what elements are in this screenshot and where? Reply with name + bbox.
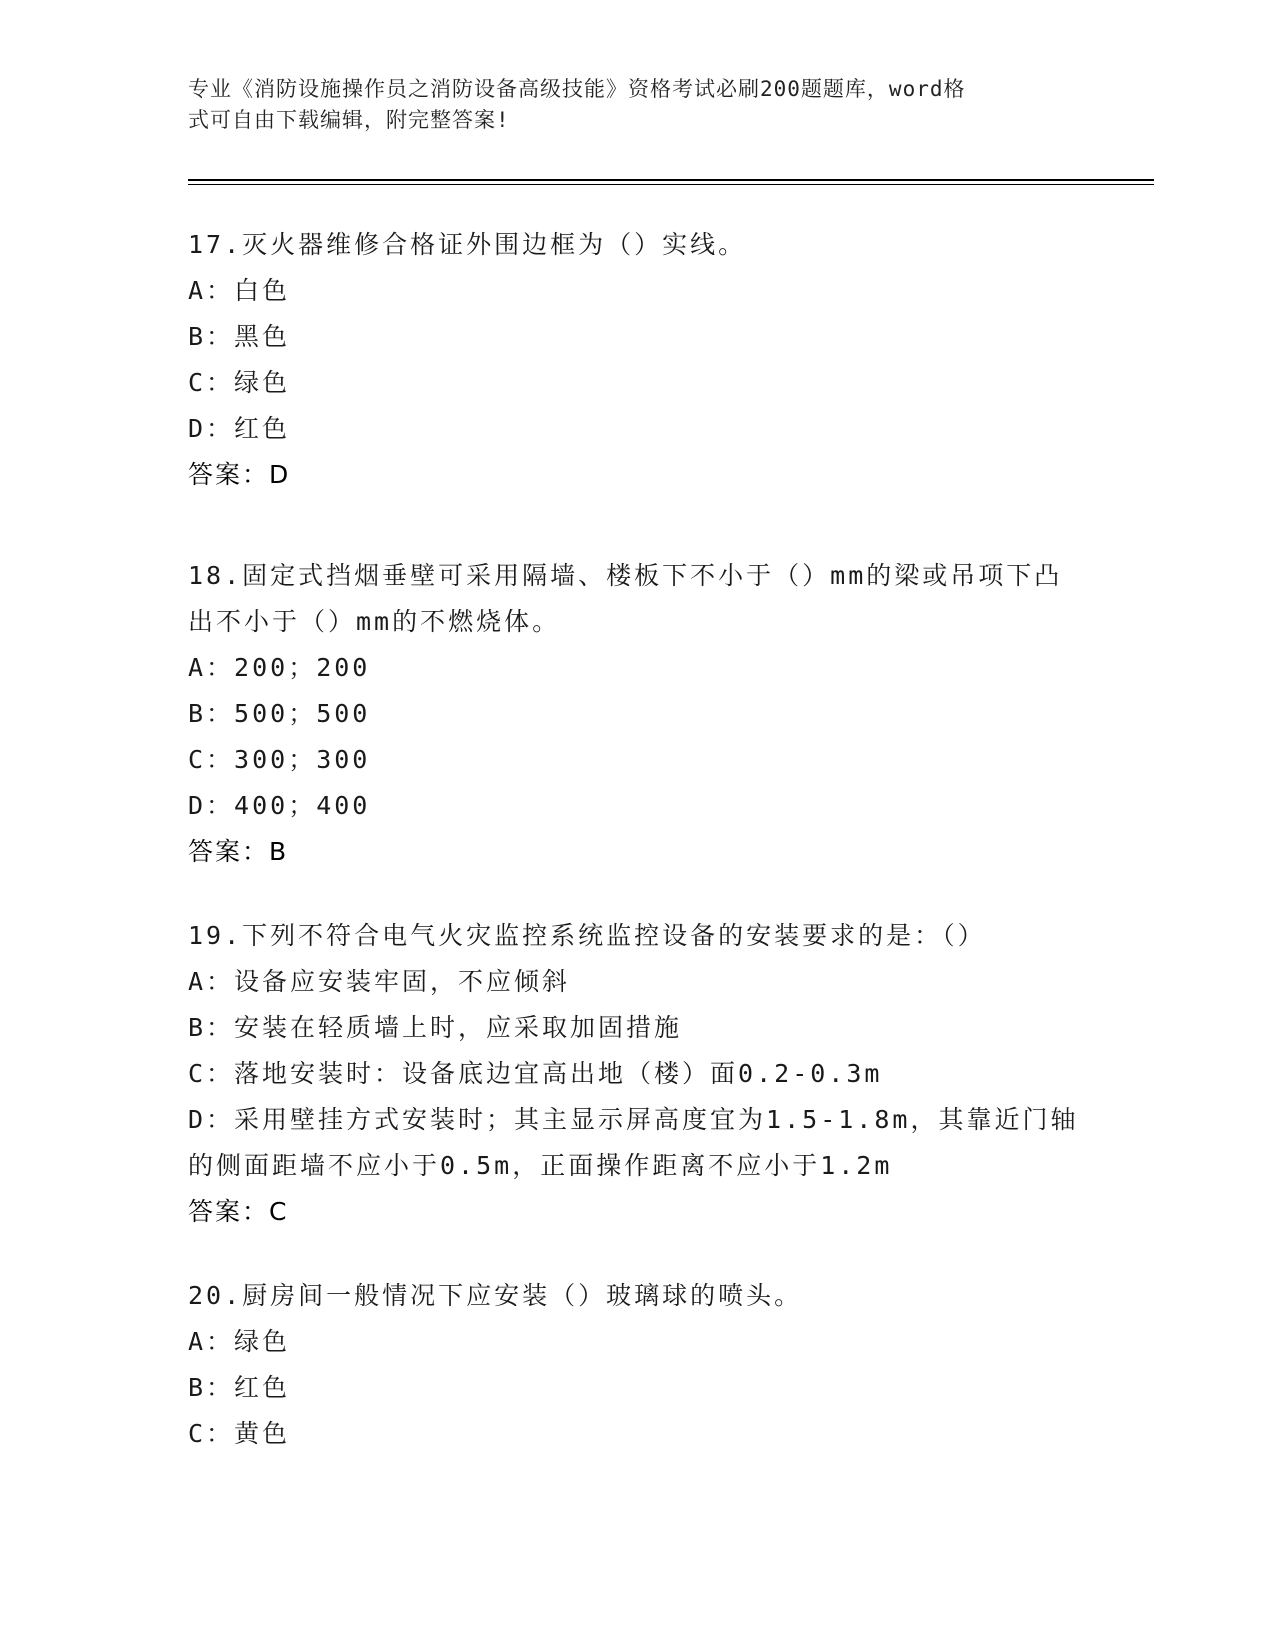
option-c: C：落地安装时：设备底边宜高出地（楼）面0.2-0.3m bbox=[188, 1059, 883, 1088]
option-b: B：黑色 bbox=[188, 322, 291, 351]
question-20 bbox=[188, 1273, 1088, 1457]
question-17 bbox=[188, 222, 1088, 498]
option-a: A：绿色 bbox=[188, 1327, 291, 1356]
option-d: D：400；400 bbox=[188, 791, 371, 820]
question-stem: 20.厨房间一般情况下应安装（）玻璃球的喷头。 bbox=[188, 1281, 803, 1310]
header-divider-thick bbox=[188, 179, 1154, 181]
option-d: D：红色 bbox=[188, 414, 291, 443]
option-c: C：绿色 bbox=[188, 368, 291, 397]
answer: 答案：D bbox=[188, 460, 291, 489]
question-stem: 19.下列不符合电气火灾监控系统监控设备的安装要求的是：（） bbox=[188, 921, 986, 950]
option-c: C：黄色 bbox=[188, 1419, 291, 1448]
option-a: A：200；200 bbox=[188, 653, 371, 682]
option-b: B：安装在轻质墙上时，应采取加固措施 bbox=[188, 1013, 683, 1042]
answer: 答案：B bbox=[188, 837, 289, 866]
option-d-line-2: 的侧面距墙不应小于0.5m，正面操作距离不应小于1.2m bbox=[188, 1151, 893, 1180]
option-d-line-1: D：采用壁挂方式安装时；其主显示屏高度宜为1.5-1.8m，其靠近门轴 bbox=[188, 1105, 1079, 1134]
header-line-2: 式可自由下载编辑，附完整答案! bbox=[188, 108, 510, 132]
question-18 bbox=[188, 553, 1088, 875]
option-a: A：设备应安装牢固，不应倾斜 bbox=[188, 967, 571, 996]
header-line-1: 专业《消防设施操作员之消防设备高级技能》资格考试必刷200题题库，word格 bbox=[188, 77, 966, 101]
document-header bbox=[188, 74, 1068, 136]
option-b: B：红色 bbox=[188, 1373, 291, 1402]
answer: 答案：C bbox=[188, 1197, 289, 1226]
question-stem-line-2: 出不小于（）mm的不燃烧体。 bbox=[188, 607, 561, 636]
question-19 bbox=[188, 913, 1088, 1235]
header-divider-thin bbox=[188, 184, 1154, 185]
option-a: A：白色 bbox=[188, 276, 291, 305]
option-c: C：300；300 bbox=[188, 745, 371, 774]
option-b: B：500；500 bbox=[188, 699, 371, 728]
question-stem: 17.灭火器维修合格证外围边框为（）实线。 bbox=[188, 230, 747, 259]
question-stem-line-1: 18.固定式挡烟垂壁可采用隔墙、楼板下不小于（）mm的梁或吊项下凸 bbox=[188, 561, 1063, 590]
